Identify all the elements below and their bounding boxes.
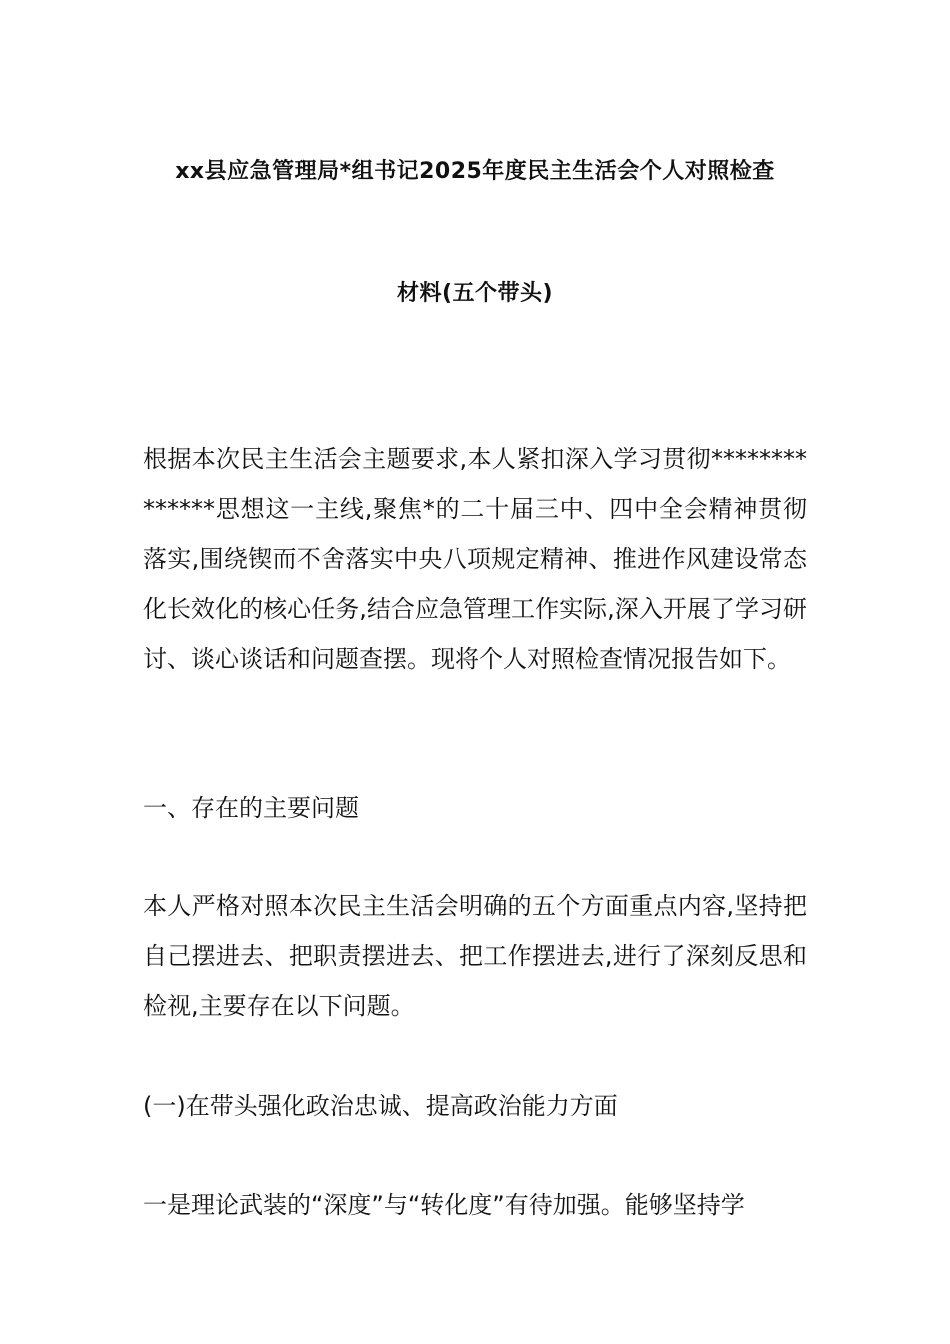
section-heading-main-problems: 一、存在的主要问题: [143, 794, 359, 822]
intro-paragraph: 根据本次民主生活会主题要求,本人紧扣深入学习贯彻**************思想这一主线,聚焦*的二十届三中、四中全会精神贯彻落实,围绕锲而不舍落实中央八项规定精神、推进作风建设常态化长效化的核心任务,结合应急管理工作实际,深入开展了学习研讨、谈心谈话和问题查摆。现将个人对照检查情况报告如下。: [143, 445, 807, 673]
document-title-line-1: xx县应急管理局*组书记2025年度民主生活会个人对照检查: [175, 159, 775, 184]
subsection-heading-political-loyalty: (一)在带头强化政治忠诚、提高政治能力方面: [143, 1092, 618, 1120]
section-paragraph-overview: 本人严格对照本次民主生活会明确的五个方面重点内容,坚持把自己摆进去、把职责摆进去、把工作摆进去,进行了深刻反思和检视,主要存在以下问题。: [143, 892, 807, 1020]
document-title-line-2: 材料(五个带头): [396, 281, 554, 306]
subsection-paragraph-theory: 一是理论武装的“深度”与“转化度”有待加强。能够坚持学: [143, 1191, 745, 1219]
